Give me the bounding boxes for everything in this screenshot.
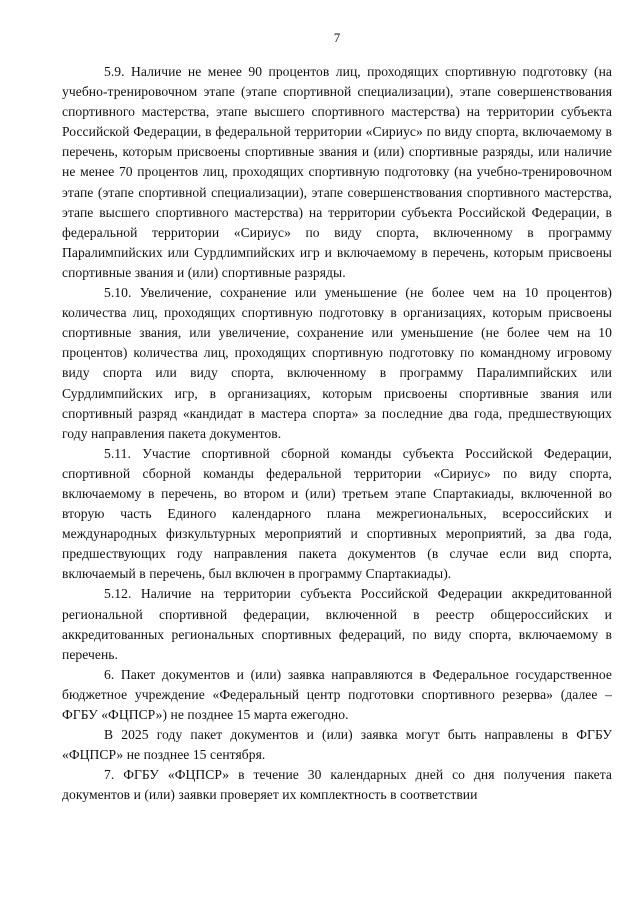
paragraph-5-10: 5.10. Увеличение, сохранение или уменьшение (не более чем на 10 процентов) количества лиц, проходящих спортивную подготовку в организациях, которым присвоены спортивные звания, или увеличение, сохранение или уменьшение (не более чем на 10 процентов) количества лиц, проходящих спортивную подготовку по командному игровому виду спорта или виду спорта, включенному в программу Паралимпийских или Сурдлимпийских игр, в организациях, которым присвоены спортивные звания или спортивный разряд «кандидат в мастера спорта» за последние два года, предшествующих году направления пакета документов. <box>62 285 612 441</box>
paragraph-6-2025: В 2025 году пакет документов и (или) заявка могут быть направлены в ФГБУ «ФЦПСР» не позднее 15 сентября. <box>62 727 612 763</box>
paragraph-5-9: 5.9. Наличие не менее 90 процентов лиц, проходящих спортивную подготовку (на учебно-тренировочном этапе (этапе спортивной специализации), этапе совершенствования спортивного мастерства, этапе высшего спортивного мастерства) на территории субъекта Российской Федерации, в федеральной территории «Сириус» по виду спорта, включаемому в перечень, которым присвоены спортивные звания и (или) спортивные разряды, или наличие не менее 70 процентов лиц, проходящих спортивную подготовку (на учебно-тренировочном этапе (этапе спортивной специализации), этапе совершенствования спортивного мастерства, этапе высшего спортивного мастерства) на территории субъекта Российской Федерации, в федеральной территории «Сириус» по виду спорта, включенному в программу Паралимпийских или Сурдлимпийских игр и включаемому в перечень, которым присвоены спортивные звания и (или) спортивные разряды. <box>62 64 612 280</box>
paragraph-6: 6. Пакет документов и (или) заявка направляются в Федеральное государственное бюджетное учреждение «Федеральный центр подготовки спортивного резерва» (далее – ФГБУ «ФЦПСР») не позднее 15 марта ежегодно. <box>62 666 612 722</box>
paragraph-5-12: 5.12. Наличие на территории субъекта Российской Федерации аккредитованной региональной спортивной федерации, включенной в реестр общероссийских и аккредитованных региональных спортивных федераций, по виду спорта, включаемому в перечень. <box>62 586 612 662</box>
paragraph-7: 7. ФГБУ «ФЦПСР» в течение 30 календарных дней со дня получения пакета документов и (или) заявки проверяет их комплектность в соответствии <box>62 767 612 803</box>
paragraph-5-11: 5.11. Участие спортивной сборной команды субъекта Российской Федерации, спортивной сборной команды федеральной территории «Сириус» по виду спорта, включаемому в перечень, во втором и (или) третьем этапе Спартакиады, включенной во вторую часть Единого календарного плана межрегиональных, всероссийских и международных физкультурных мероприятий и спортивных мероприятий, за два года, предшествующих году направления пакета документов (в случае если вид спорта, включаемый в перечень, был включен в программу Спартакиады). <box>62 445 612 582</box>
page-number: 7 <box>333 30 341 45</box>
